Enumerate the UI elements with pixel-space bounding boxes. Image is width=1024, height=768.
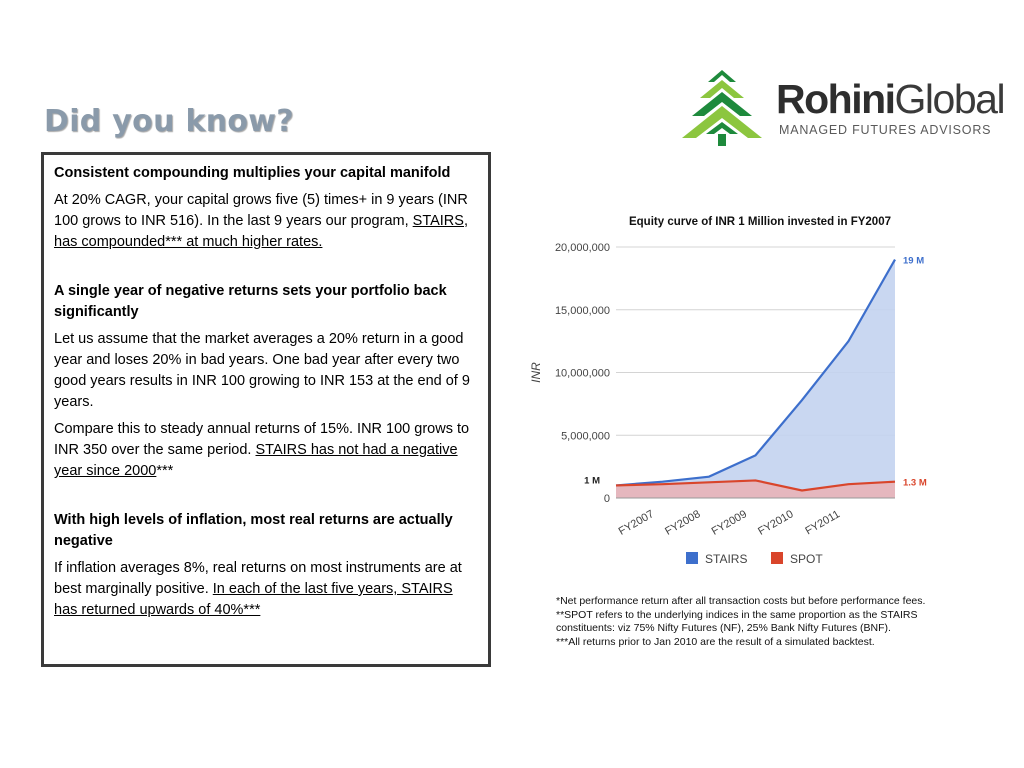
logo-brand bbox=[776, 78, 1004, 120]
chart-title: Equity curve of INR 1 Million invested in FY2007 bbox=[628, 216, 892, 228]
section1-heading: Consistent compounding multiplies your capital manifold bbox=[54, 165, 451, 181]
logo-brand-bold: Rohini bbox=[776, 76, 895, 122]
section3-text: If inflation averages 8%, real returns on most instruments are at best marginally positive. bbox=[54, 560, 462, 597]
legend-label-spot: SPOT bbox=[790, 552, 823, 566]
section2-paragraph-2 bbox=[54, 419, 478, 482]
y-axis-label: INR bbox=[529, 362, 543, 383]
section3-underlined-text: In each of the last five years, STAIRS has returned upwards of 40%*** bbox=[54, 581, 453, 618]
equity-curve-chart bbox=[520, 205, 980, 575]
company-logo bbox=[676, 68, 1006, 152]
y-tick-label: 15,000,000 bbox=[554, 304, 610, 317]
page-title: Did you know? bbox=[44, 104, 295, 139]
start-value-label: 1 M bbox=[584, 475, 600, 487]
legend-swatch-stairs bbox=[686, 552, 698, 564]
y-tick-label: 20,000,000 bbox=[554, 242, 610, 254]
y-tick-label: 5,000,000 bbox=[561, 430, 610, 443]
legend-label-stairs: STAIRS bbox=[705, 552, 748, 566]
section3-paragraph bbox=[54, 558, 478, 621]
y-tick-label: 10,000,000 bbox=[554, 367, 610, 380]
end-value-label-stairs: 19 M bbox=[903, 255, 925, 267]
x-tick-label: FY2008 bbox=[663, 508, 703, 538]
footnote-3: constituents: viz 75% Nifty Futures (NF), 25% Bank Nifty Futures (BNF). bbox=[556, 622, 891, 634]
footnotes bbox=[556, 595, 996, 649]
series-area-stairs bbox=[616, 260, 895, 498]
logo-brand-light: Global bbox=[894, 76, 1005, 122]
footnote-2: **SPOT refers to the underlying indices in the same proportion as the STAIRS bbox=[556, 608, 918, 621]
footnote-4: ***All returns prior to Jan 2010 are the result of a simulated backtest. bbox=[556, 635, 875, 648]
y-tick-label: 0 bbox=[603, 493, 610, 505]
section1-text: At 20% CAGR, your capital grows five (5) times+ in 9 years (INR 100 grows to INR 516). In the last 9 years our program, bbox=[54, 192, 468, 229]
section2-underlined-text: STAIRS has not had a negative year since 2000 bbox=[54, 442, 458, 479]
section2-text: Compare this to steady annual returns of 15%. INR 100 grows to INR 350 over the same period. bbox=[54, 421, 470, 458]
section2-tail: *** bbox=[156, 463, 174, 479]
footnote-1: *Net performance return after all transaction costs but before performance fees. bbox=[556, 595, 926, 607]
section2-paragraph-1: Let us assume that the market averages a 20% return in a good year and loses 20% in bad years. One bad year after every two good years results in INR 100 growing to INR 153 at the end of 9 years. bbox=[54, 331, 470, 410]
x-tick-label: FY2009 bbox=[709, 508, 749, 538]
section2-heading: A single year of negative returns sets your portfolio back significantly bbox=[54, 283, 447, 320]
section1-paragraph bbox=[54, 190, 478, 253]
end-value-label-spot: 1.3 M bbox=[903, 477, 927, 489]
x-tick-label: FY2010 bbox=[756, 508, 796, 538]
pine-tree-icon bbox=[676, 68, 768, 148]
logo-tagline: MANAGED FUTURES ADVISORS bbox=[779, 123, 992, 137]
section1-underlined-text: STAIRS, has compounded*** at much higher rates. bbox=[54, 213, 468, 250]
section3-heading: With high levels of inflation, most real returns are actually negative bbox=[54, 512, 453, 549]
legend-swatch-spot bbox=[771, 552, 783, 564]
x-tick-label: FY2007 bbox=[616, 508, 656, 538]
x-tick-label: FY2011 bbox=[803, 508, 842, 538]
info-textbox bbox=[41, 152, 491, 667]
